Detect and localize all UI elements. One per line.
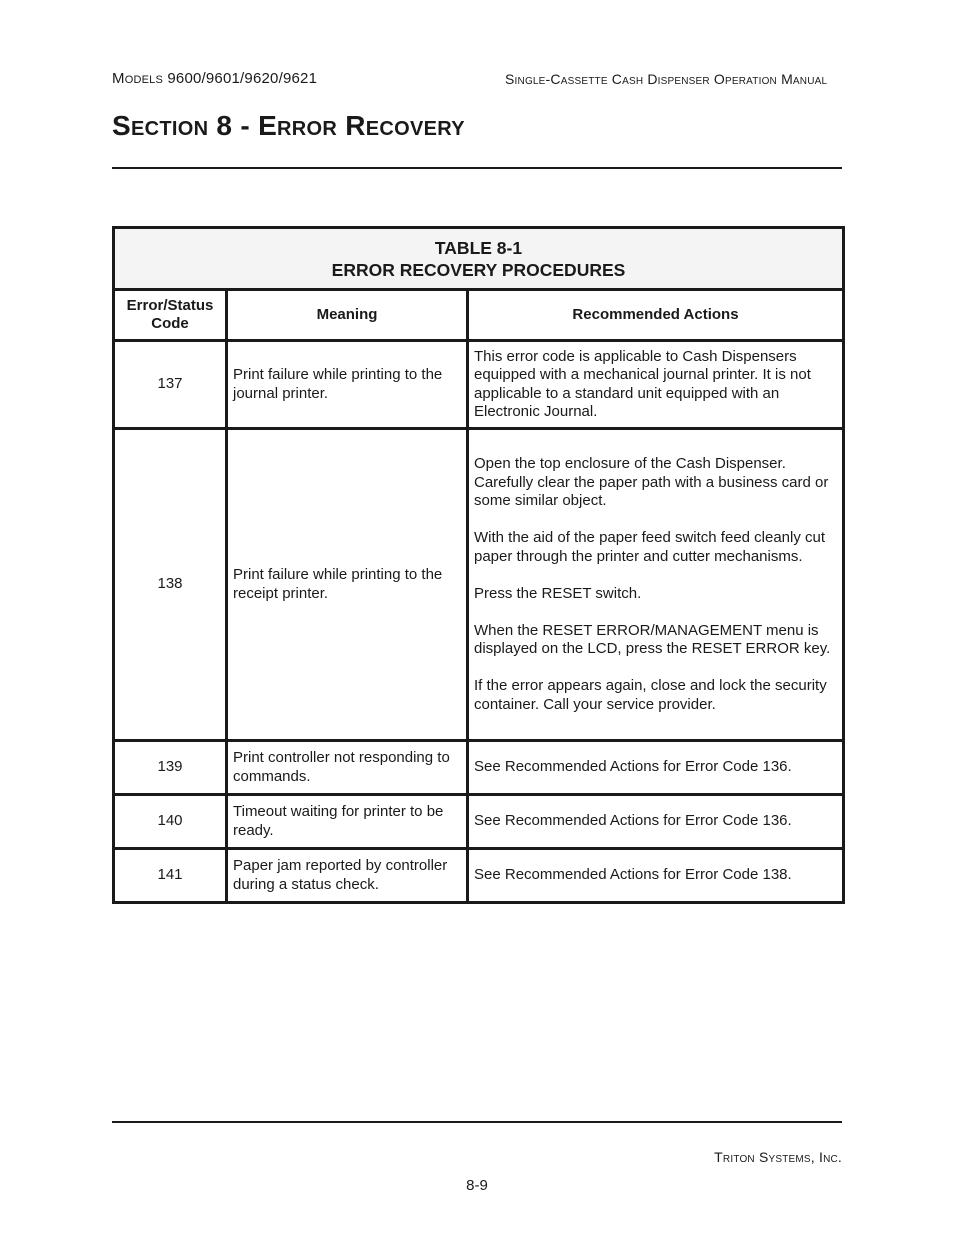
recommended-actions xyxy=(468,429,844,741)
column-header-code: Error/Status Code xyxy=(114,290,227,341)
table-row xyxy=(114,849,844,903)
error-recovery-table xyxy=(112,226,845,904)
table-row xyxy=(114,741,844,795)
error-meaning: Print failure while printing to the journal printer. xyxy=(227,341,468,429)
footer-company: Triton Systems, Inc. xyxy=(714,1149,842,1165)
footer-divider xyxy=(112,1121,842,1123)
error-code: 138 xyxy=(114,429,227,741)
section-title: Section 8 - Error Recovery xyxy=(112,110,465,141)
column-header-meaning: Meaning xyxy=(227,290,468,341)
column-header-actions: Recommended Actions xyxy=(468,290,844,341)
action-step: With the aid of the paper feed switch feed cleanly cut paper through the printer and cutter mechanisms. xyxy=(474,529,826,565)
table-caption: ERROR RECOVERY PROCEDURES xyxy=(331,259,626,280)
error-code: 137 xyxy=(114,341,227,429)
action-step: See Recommended Actions for Error Code 138. xyxy=(474,866,792,884)
table-row xyxy=(114,429,844,741)
header-models: Models 9600/9601/9620/9621 xyxy=(112,70,318,87)
recommended-actions xyxy=(468,795,844,849)
action-step: When the RESET ERROR/MANAGEMENT menu is displayed on the LCD, press the RESET ERROR key. xyxy=(474,621,831,657)
header-divider xyxy=(112,167,842,169)
error-code: 140 xyxy=(114,795,227,849)
recommended-actions xyxy=(468,849,844,903)
error-meaning: Print controller not responding to commands. xyxy=(227,741,468,795)
recommended-actions xyxy=(468,741,844,795)
error-meaning: Print failure while printing to the receipt printer. xyxy=(227,429,468,741)
table-title xyxy=(114,228,844,290)
error-meaning: Timeout waiting for printer to be ready. xyxy=(227,795,468,849)
table-row xyxy=(114,341,844,429)
action-step: Press the RESET switch. xyxy=(474,584,642,602)
action-step: See Recommended Actions for Error Code 136. xyxy=(474,758,792,776)
action-step: If the error appears again, close and lock the security container. Call your service provider. xyxy=(474,677,827,713)
action-step: See Recommended Actions for Error Code 136. xyxy=(474,812,792,830)
header-manual-title: Single-Cassette Cash Dispenser Operation Manual xyxy=(505,71,828,87)
error-code: 139 xyxy=(114,741,227,795)
page-number: 8-9 xyxy=(466,1177,488,1194)
table-header-row xyxy=(114,290,844,341)
error-meaning: Paper jam reported by controller during a status check. xyxy=(227,849,468,903)
action-step: Open the top enclosure of the Cash Dispenser. Carefully clear the paper path with a business card or some similar object. xyxy=(474,455,829,509)
action-step: This error code is applicable to Cash Dispensers equipped with a mechanical journal printer. It is not applicable to a standard unit equipped with an Electronic Journal. xyxy=(474,347,811,420)
table-row xyxy=(114,795,844,849)
error-code: 141 xyxy=(114,849,227,903)
table-number: TABLE 8-1 xyxy=(434,237,523,258)
recommended-actions xyxy=(468,341,844,429)
